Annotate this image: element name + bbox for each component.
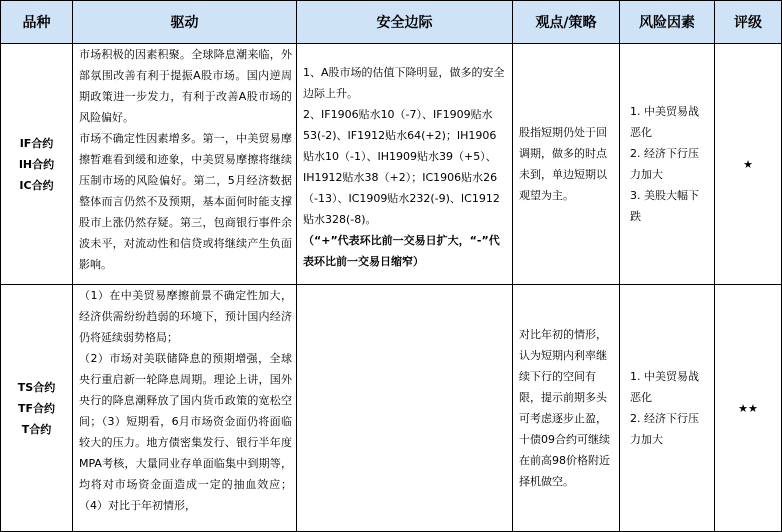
driver-cell <box>73 44 297 285</box>
header-rating: 评级 <box>715 1 782 44</box>
safety-cell <box>297 285 513 532</box>
table-row <box>1 285 782 532</box>
product-cell <box>1 44 73 285</box>
rating-cell <box>715 44 782 285</box>
rating-cell <box>715 285 782 532</box>
driver-paragraph: 市场不确定性因素增多。第一，中美贸易摩擦暂难看到缓和迹象，中美贸易摩擦将继续压制市场的风险偏好。第二，5月经济数据整体而言仍然不及预期，基本面何时能支撑股市上涨仍然存疑。第三，包商银行事件余波未平，对流动性和信贷或将继续产生负面影响。 <box>79 132 292 271</box>
view-text: 对比年初的情形，认为短期内利率继续下行的空间有限，提示前期多头可考虑逐步止盈，十债09合约可继续在前高98价格附近择机做空。 <box>519 328 610 488</box>
safety-paragraph: 1、A股市场的估值下降明显，做多的安全边际上升。 <box>303 66 505 100</box>
product-name: IH合约 <box>18 157 55 171</box>
driver-cell <box>73 285 297 532</box>
driver-paragraph: （1）在中美贸易摩擦前景不确定性加大，经济供需纷纷趋弱的环境下，预计国内经济仍将延续弱势格局； <box>79 289 292 344</box>
product-name: IF合约 <box>19 136 54 150</box>
product-name: TF合约 <box>17 401 56 415</box>
header-name: 品种 <box>1 1 73 44</box>
header-driver: 驱动 <box>73 1 297 44</box>
view-text: 股指短期仍处于回调期，做多的时点未到，单边短期以观望为主。 <box>519 126 607 202</box>
risk-item: 2. 经济下行压力加大 <box>630 147 699 181</box>
header-risk: 风险因素 <box>620 1 715 44</box>
safety-cell <box>297 44 513 285</box>
risk-cell <box>620 285 715 532</box>
table-row <box>1 44 782 285</box>
product-name: IC合约 <box>19 178 54 192</box>
driver-paragraph: （2）市场对美联储降息的预期增强，全球央行重启新一轮降息周期。理论上讲，国外央行的降息潮释放了国内货币政策的宽松空间；（3）短期看，6月市场资金面仍将面临较大的压力。地方债密集发行、银行半年度MPA考核，大量同业存单面临集中到期等，均将对市场资金面造成一定的抽血效应；（4）对比于年初情形， <box>79 352 292 512</box>
safety-note: （“+”代表环比前一交易日扩大，“-”代表环比前一交易日缩窄） <box>303 234 500 268</box>
header-safety: 安全边际 <box>297 1 513 44</box>
risk-item: 1. 中美贸易战恶化 <box>630 370 699 404</box>
safety-paragraph: 2、IF1906贴水10（-7）、IF1909贴水53(-2)、IF1912贴水64(+2)；IH1906贴水10（-1）、IH1909贴水39（+5）、IH1912贴水38（+2）；IC1906贴水26（-13）、IC1909贴水232(-9)、IC1912贴水328(-8)。 <box>303 108 500 226</box>
risk-cell <box>620 44 715 285</box>
risk-item: 1. 中美贸易战恶化 <box>630 105 699 139</box>
risk-item: 2. 经济下行压力加大 <box>630 412 699 446</box>
header-view: 观点/策略 <box>513 1 620 44</box>
product-name: TS合约 <box>17 380 56 394</box>
rating-stars: ★ <box>743 157 753 171</box>
view-cell <box>513 44 620 285</box>
product-cell <box>1 285 73 532</box>
rating-stars: ★★ <box>738 401 758 415</box>
header-row <box>1 1 782 44</box>
risk-item: 3. 美股大幅下跌 <box>630 189 699 223</box>
product-name: T合约 <box>21 422 52 436</box>
view-cell <box>513 285 620 532</box>
driver-paragraph: 市场积极的因素积聚。全球降息潮来临，外部氛围改善有利于提振A股市场。国内逆周期政策进一步发力，有利于改善A股市场的风险偏好。 <box>79 48 292 124</box>
